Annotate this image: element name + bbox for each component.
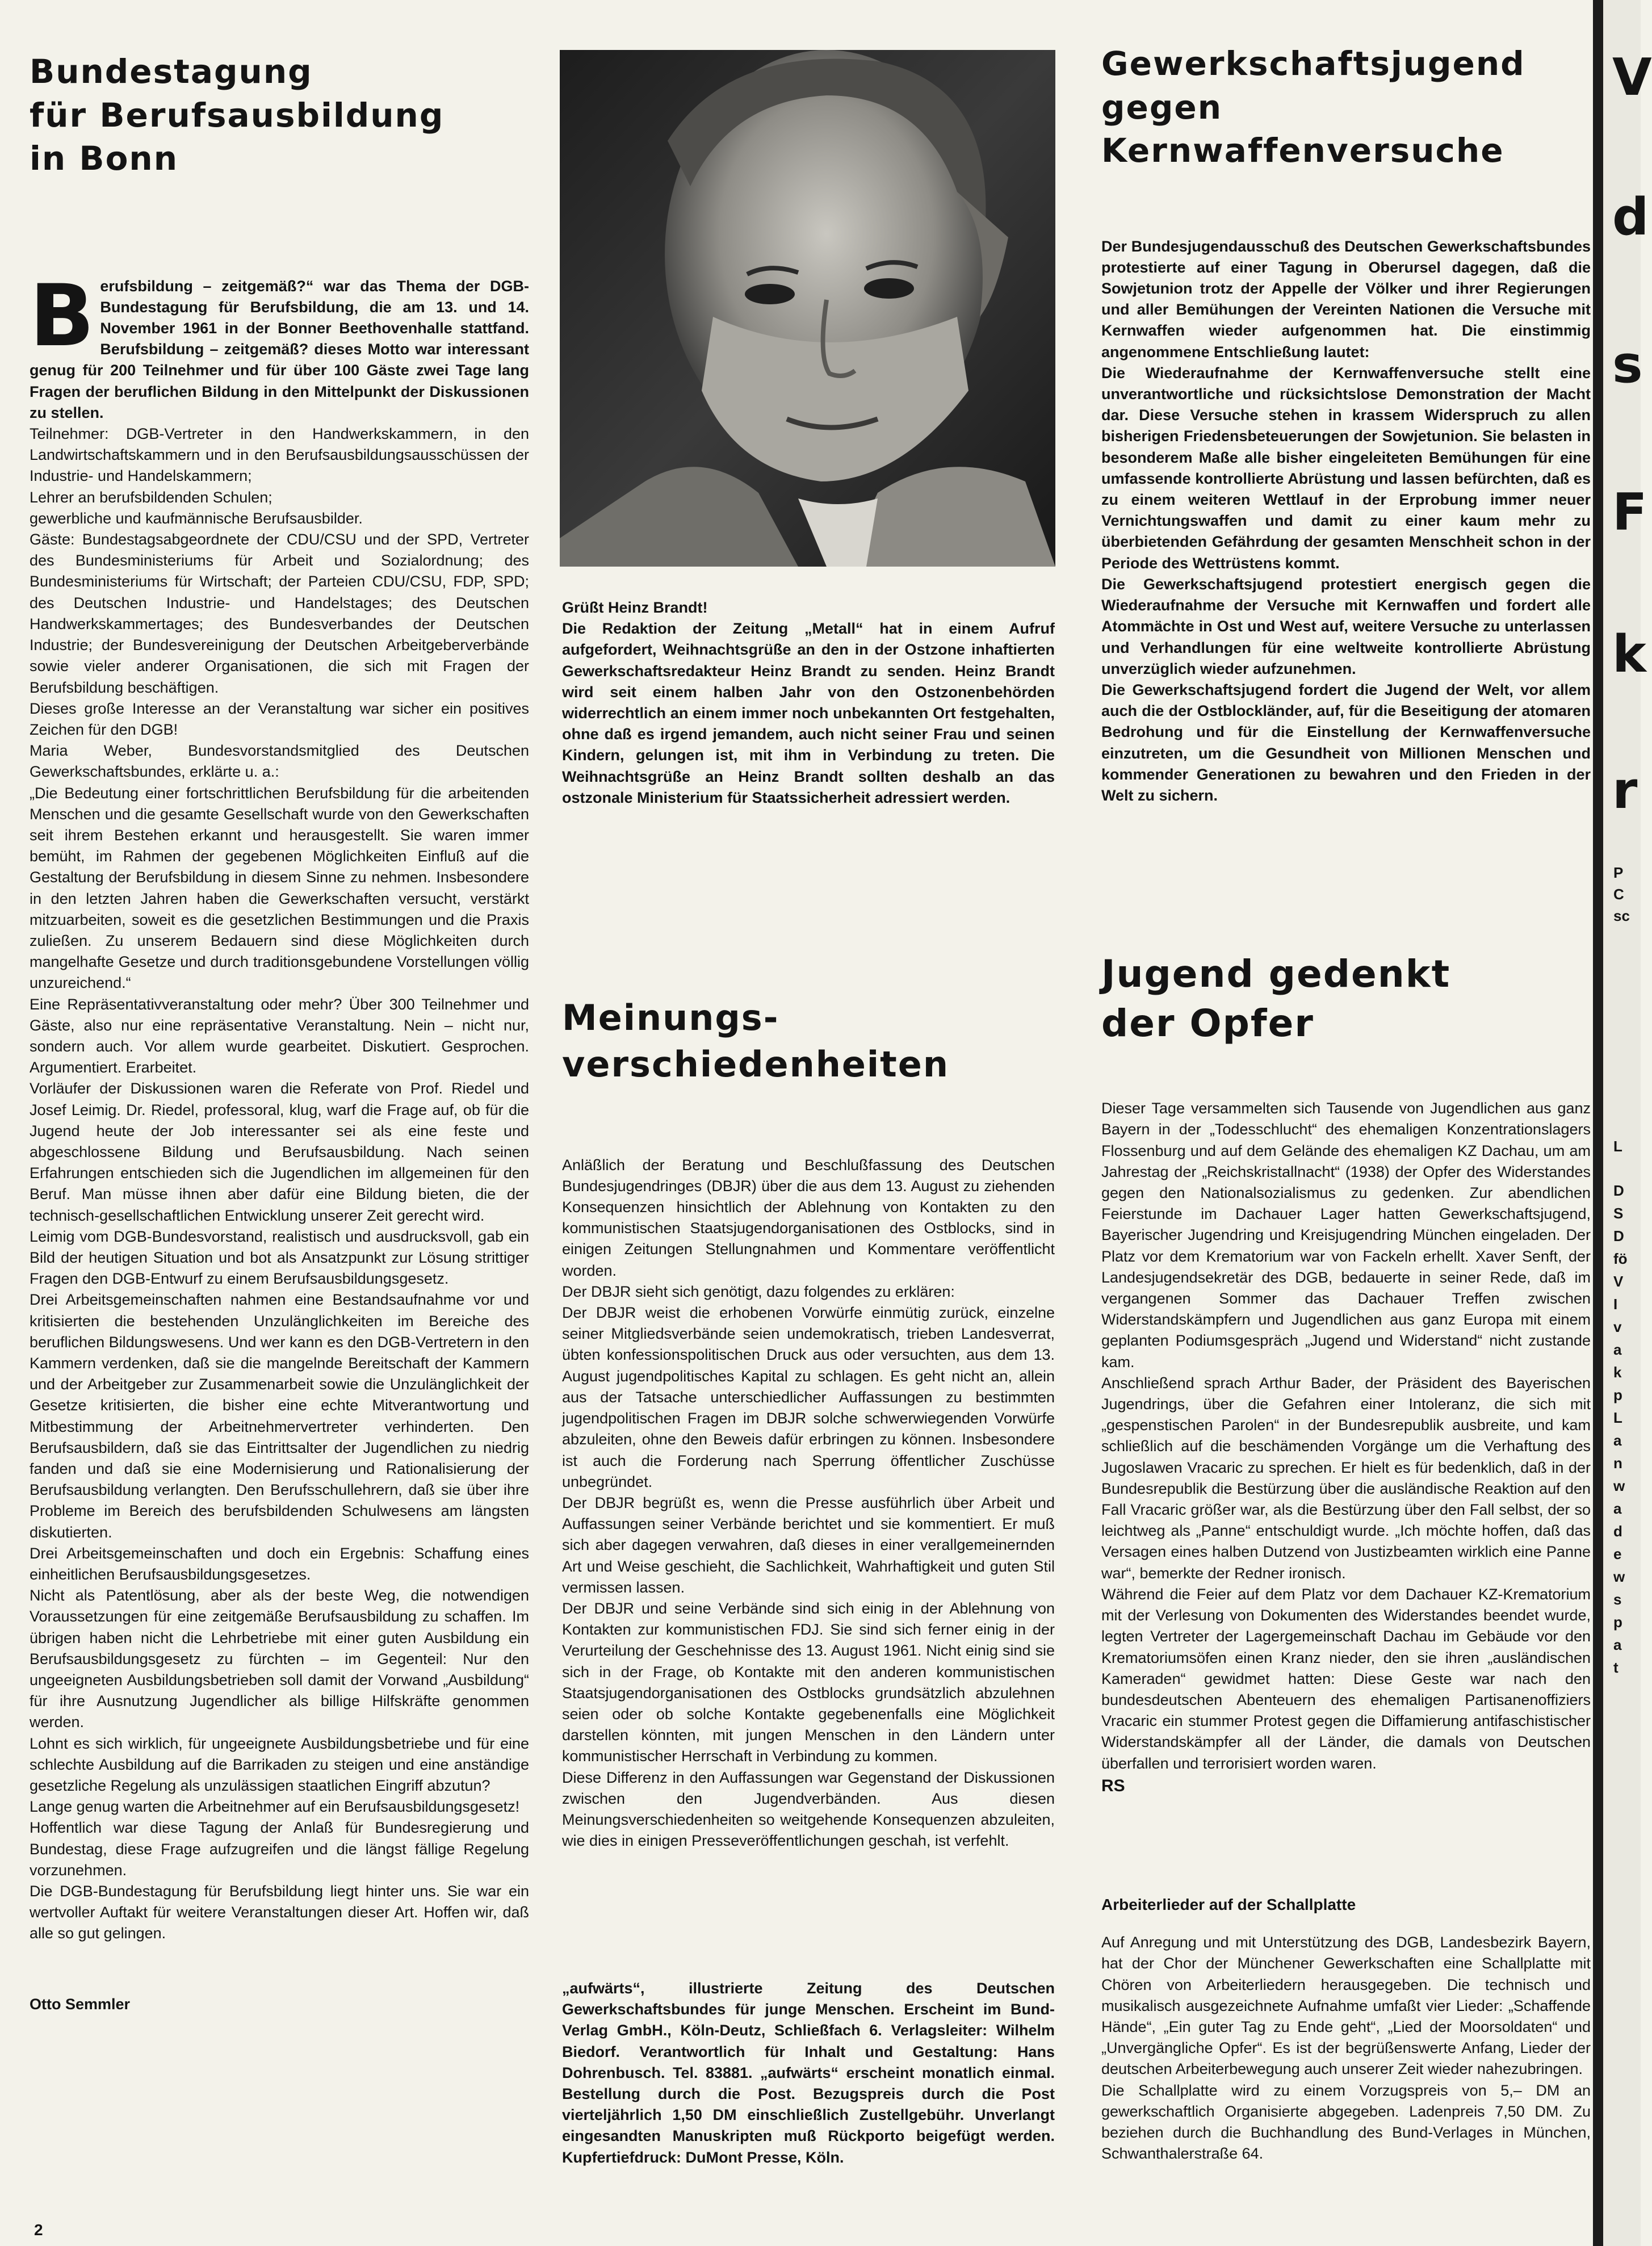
next-page-fragment: a — [1613, 1341, 1622, 1358]
article-body: Anläßlich der Beratung und Beschlußfassung des Deutschen Bundesjugendringes (DBJR) über die aus dem 13. August zu ziehenden Konsequenzen hinsichtlich der Ablehnung von Kontakten zu den kommunistischen Staatsjugendorganisationen des Ostblocks, sind in einigen Zeitungen Stellungnahmen und Kommentare veröffentlicht worden. Der DBJR sieht sich genötigt, dazu folgendes zu erklären: Der DBJR weist die erhobenen Vorwürfe einmütig zurück, einzelne seiner Mitgliedsverbände seien undemokratisch, trieben Landesverrat, übten konfessionspolitischen Druck aus oder versuchten, aus dem 13. August jugendpolitisches Kapital zu schlagen. Es geht nicht an, allein aus der Tatsache unterschiedlicher Auffassungen zu bestimmten jugendpolitischen Fragen im DBJR solche schwerwiegenden Vorwürfe abzuleiten, ohne den Beweis dafür erbringen zu können. Insbesondere ist auch die Forderung nach Sperrung öffentlicher Zuschüsse unbegründet. Der DBJR begrüßt es, wenn die Presse ausführlich über Arbeit und Auffassungen seiner Verbände berichtet und sie kommentiert. Er muß sich aber dagegen verwahren, daß dieses in einer verallgemeinernden Art und Weise geschieht, die Sachlichkeit, Wahrhaftigkeit und guten Stil vermissen lassen. Der DBJR und seine Verbände sind sich einig in der Ablehnung von Kontakten zur kommunistischen FDJ. Sie sind sich ferner einig in der Verurteilung der Geschehnisse des 13. August 1961. Nicht einig sind sie sich in der Frage, ob Kontakte mit den anderen kommunistischen Staatsjugendorganisationen des Ostblocks grundsätzlich abzulehnen seien oder ob solche Kontakte gegebenenfalls eine Möglichkeit darstellen könnten, mit jungen Menschen in den Ländern unter kommunistischer Herrschaft in Verbindung zu kommen. Diese Differenz in den Auffassungen war Gegenstand der Diskussionen zwischen den Jugendverbänden. Aus diesen Meinungsverschiedenheiten so weitgehende Konsequenzen abzuleiten, wie dies in einigen Presseveröffentlichungen geschah, ist verfehlt. — [562, 1156, 1055, 1850]
next-page-fragment: D — [1613, 1227, 1624, 1244]
next-page-fragment: S — [1613, 1205, 1624, 1222]
next-page-letter: r — [1612, 761, 1638, 820]
next-page-letter: k — [1612, 625, 1646, 684]
next-page-letter: V — [1612, 48, 1652, 107]
portrait-illustration — [560, 50, 1055, 567]
next-page-fragment: sc — [1613, 907, 1630, 924]
next-page-fragment: a — [1613, 1432, 1622, 1449]
next-page-fragment: k — [1613, 1364, 1622, 1381]
page-number: 2 — [34, 2221, 43, 2239]
article-headline: Jugend gedenkt der Opfer — [1101, 952, 1451, 1046]
article-body: Der Bundesjugendausschuß des Deutschen Gewerkschaftsbundes protestierte auf einer Tagung in Oberursel dagegen, daß die Sowjetunion trotz der Appelle der Völker und ihrer Regierungen und aller Bemühungen der Vereinten Nationen die Versuche mit Kernwaffen wieder aufgenommen hat. Die einstimmig angenommene Entschließung lautet: Die Wiederaufnahme der Kernwaffenversuche stellt eine unverantwortliche und rücksichtslose Demonstration der Macht dar. Diese Versuche stehen in krassem Widerspruch zu allen bisherigen Friedensbeteuerungen der Sowjetunion. Sie belasten in besonderem Maße alle bisher eingeleiteten Bemühungen für eine umfassende kontrollierte Abrüstung und lassen befürchten, daß es zu einem weiteren Wettlauf in der Erprobung immer neuer Vernichtungswaffen und damit zu einer kaum mehr zu überbietenden Gefährdung der gesamten Menschheit schon in der Periode des Wettrüstens kommt. Die Gewerkschaftsjugend protestiert energisch gegen die Wiederaufnahme der Versuche mit Kernwaffen und fordert alle Atommächte in Ost und West auf, weitere Versuche zu unterlassen und Verhandlungen für eine weltweite kontrollierte Abrüstung unverzüglich wieder aufzunehmen. Die Gewerkschaftsjugend fordert die Jugend der Welt, vor allem auch die der Ostblockländer, auf, für die Beseitigung der atomaren Bedrohung und für die Einstellung der Kernwaffenversuche einzutreten, um die Gesundheit von Millionen Menschen und kommender Generationen zu bewahren und den Frieden in der Welt zu sichern. — [1101, 237, 1591, 804]
imprint — [562, 1978, 1055, 2168]
article-headline: Bundestagung für Berufsausbildung in Bonn — [30, 52, 445, 178]
next-page-fragment: w — [1613, 1568, 1625, 1585]
article-jugend-gedenkt — [1101, 949, 1591, 1813]
article-headline: Arbeiterlieder auf der Schallplatte — [1101, 1896, 1356, 1913]
next-page-letter: s — [1612, 335, 1643, 395]
article-headline: Meinungs- verschiedenheiten — [562, 997, 949, 1085]
article-headline: Gewerkschaftsjugend gegen Kernwaffenversuche — [1101, 44, 1525, 170]
imprint-text: „aufwärts“, illustrierte Zeitung des Deutschen Gewerkschaftsbundes für junge Menschen. Erscheint im Bund-Verlag GmbH., Köln-Deutz, Schließfach 6. Verlagsleiter: Wilhelm Biedorf. Verantwortlich für Inhalt und Gestaltung: Hans Dohrenbusch. Tel. 83881. „aufwärts“ erscheint monatlich einmal. Bestellung durch die Post. Bezugspreis durch die Post vierteljährlich 1,50 DM einschließlich Zustellgebühr. Unverlangt eingesandten Manuskripten muß Rückporto beigefügt werden. Kupfertiefdruck: DuMont Presse, Köln. — [562, 1980, 1055, 2166]
next-page-fragment: a — [1613, 1500, 1622, 1517]
article-arbeiterlieder — [1101, 1894, 1591, 2164]
next-page-fragment: s — [1613, 1591, 1622, 1608]
next-page-letter: F — [1612, 483, 1647, 542]
page-gutter — [1593, 0, 1603, 2246]
next-page-edge — [1603, 0, 1652, 2246]
next-page-fragment: P — [1613, 864, 1624, 881]
portrait-photo — [560, 50, 1055, 567]
next-page-fragment: d — [1613, 1523, 1622, 1540]
next-page-fragment: C — [1613, 886, 1624, 903]
next-page-fragment: V — [1613, 1273, 1624, 1290]
next-page-fragment: L — [1613, 1138, 1622, 1155]
next-page-fragment: p — [1613, 1614, 1622, 1631]
next-page-fragment: e — [1613, 1545, 1622, 1562]
next-page-fragment: p — [1613, 1386, 1622, 1403]
caption-text: Die Redaktion der Zeitung „Metall“ hat in einem Aufruf aufgefordert, Weihnachtsgrüße an den in der Ostzone inhaftierten Gewerkschaftsredakteur Heinz Brandt zu senden. Heinz Brandt wird seit einem halben Jahr von den Ostzonenbehörden widerrechtlich an einem immer noch unbekannten Ort festgehalten, ohne daß es irgend jemandem, auch nicht seiner Frau und seinen Kindern, gelungen ist, mit ihm in Verbindung zu treten. Die Weihnachtsgrüße an Heinz Brandt sollten deshalb an das ostzonale Ministerium für Staatssicherheit adressiert werden. — [562, 620, 1055, 806]
caption-title: Grüßt Heinz Brandt! — [562, 599, 708, 616]
article-berufsausbildung — [30, 50, 529, 2029]
article-body: Teilnehmer: DGB-Vertreter in den Handwerkskammern, in den Landwirtschaftskammern und in den Berufsausbildungsausschüssen der Industrie- und Handelskammern; Lehrer an berufsbildenden Schulen; gewerbliche und kaufmännische Berufsausbilder. Gäste: Bundestagsabgeordnete der CDU/CSU und der SPD, Vertreter des Bundesministeriums für Arbeit und Sozialordnung; des Bundesministeriums für Wirtschaft; der Parteien CDU/CSU, FDP, SPD; des Deutschen Industrie- und Handelstages; des Deutschen Handwerkskammertages; des Bundesverbandes der Deutschen Industrie; der Bundesvereinigung der Deutschen Arbeitgeberverbände sowie vieler anderer Organisationen, die sich mit Fragen der Berufsbildung beschäftigen. Dieses große Interesse an der Veranstaltung war sicher ein positives Zeichen für den DGB! Maria Weber, Bundesvorstandsmitglied des Deutschen Gewerkschaftsbundes, erklärte u. a.: „Die Bedeutung einer fortschrittlichen Berufsbildung für die arbeitenden Menschen und die gesamte Gesellschaft wurde von den Gewerkschaften seit ihrem Bestehen erkannt und herausgestellt. Sie waren immer bemüht, im Rahmen der gegebenen Möglichkeiten Einfluß auf die Gestaltung der Berufsbildung in diesem Sinne zu nehmen. Insbesondere in den letzten Jahren haben die Gewerkschaften versucht, verstärkt mitzuarbeiten, soweit es die gesetzlichen Bestimmungen und die Praxis zuließen. Zu unserem Bedauern sind diese Möglichkeiten durch mangelhafte Gesetze und durch traditionsgebundene Vorstellungen völlig unzureichend.“ Eine Repräsentativveranstaltung oder mehr? Über 300 Teilnehmer und Gäste, also nur eine repräsentative Veranstaltung. Nein – nicht nur, sondern auch. Vor allem wurde gearbeitet. Diskutiert. Gesprochen. Argumentiert. Erarbeitet. Vorläufer der Diskussionen waren die Referate von Prof. Riedel und Josef Leimig. Dr. Riedel, professoral, klug, warf die Frage auf, ob für die Jugend heute der Job interessanter sei als eine feste und abgeschlossene Bildung und Berufsausbildung. Nach seinen Erfahrungen entschieden sich die Jugendlichen im allgemeinen für den Beruf. Man müsse ihnen aber dafür eine Bildung bieten, die der technisch-gesellschaftlichen Entwicklung unserer Zeit gerecht wird. Leimig vom DGB-Bundesvorstand, realistisch und ausdrucksvoll, gab ein Bild der heutigen Situation und bot als Ansatzpunkt zur Lösung strittiger Fragen den DGB-Entwurf zu einem Berufsausbildungsgesetz. Drei Arbeitsgemeinschaften nahmen eine Bestandsaufnahme vor und kritisierten die bestehenden Unzulänglichkeiten im Bereiche des beruflichen Bildungswesens. Und wer kann es den DGB-Vertretern in den Kammern verdenken, daß sie die mangelnde Bereitschaft der Kammern und der Arbeitgeber zur Zusammenarbeit sowie die Unzulänglichkeit der Gesetze kritisierten, die bisher eine echte Mitverantwortung und Mitbestimmung der Arbeitnehmervertreter verhinderten. Den Berufsausbildern, daß sie das Eintrittsalter der Jugendlichen zu niedrig fanden und daß sie eine Modernisierung und Rationalisierung der Berufsausbildung verlangten. Den Berufsschullehrern, daß sie über ihre Probleme im Bereich des berufsbildenden Schulwesens am längsten diskutierten. Drei Arbeitsgemeinschaften und doch ein Ergebnis: Schaffung eines einheitlichen Berufsausbildungsgesetzes. Nicht als Patentlösung, aber als der beste Weg, die notwendigen Voraussetzungen für eine zeitgemäße Berufsausbildung zu schaffen. Im übrigen haben nicht die Lehrbetriebe mit einer guten Ausbildung ein Berufsausbildungsgesetz zu fürchten – im Gegenteil: Nur den ungeeigneten Ausbildungsbetrieben soll damit der Vorwand „Ausbildung“ für ihre Ausnutzung Jugendlicher als billige Hilfskräfte genommen werden. Lohnt es sich wirklich, für ungeeignete Ausbildungsbetriebe und für eine schlechte Ausbildung auf die Barrikaden zu steigen und eine anständige gesetzliche Regelung als unzulässigen staatlichen Eingriff abzutun? Lange genug warten die Arbeitnehmer auf ein Berufsausbildungsgesetz! Hoffentlich war diese Tagung der Anlaß für Bundesregierung und Bundestag, diese Frage aufzugreifen und die längst fällige Regelung vorzunehmen. Die DGB-Bundestagung für Berufsbildung liegt hinter uns. Sie war ein wertvoller Auftakt für weitere Veranstaltungen dieser Art. Hoffen wir, daß alle so gut gelingen. — [30, 425, 529, 1942]
next-page-fragment: fö — [1613, 1250, 1628, 1267]
photo-caption — [562, 597, 1055, 808]
article-meinungsverschiedenheiten — [562, 995, 1055, 1851]
article-kernwaffenversuche — [1101, 42, 1591, 806]
next-page-fragment: D — [1613, 1182, 1624, 1199]
next-page-fragment: n — [1613, 1455, 1622, 1472]
next-page-fragment: I — [1613, 1296, 1618, 1313]
next-page-fragment: t — [1613, 1659, 1619, 1676]
next-page-fragment: a — [1613, 1636, 1622, 1653]
next-page-fragment: L — [1613, 1409, 1622, 1426]
next-page-fragment: v — [1613, 1318, 1622, 1335]
article-signature: Otto Semmler — [30, 1995, 131, 2013]
next-page-fragment: w — [1613, 1477, 1625, 1494]
article-intro: Berufsbildung – zeitgemäß?“ war das Thema der DGB-Bundestagung für Berufsbildung, die am 13. und 14. November 1961 in der Bonner Beethovenhalle stattfand. Berufsbildung – zeitgemäß? dieses Motto war interessant genug für 200 Teilnehmer und für über 100 Gäste zwei Tage lang Fragen der beruflichen Bildung in den Mittelpunkt der Diskussionen zu stellen. — [30, 266, 529, 421]
next-page-letter: d — [1612, 187, 1649, 247]
article-body: Auf Anregung und mit Unterstützung des DGB, Landesbezirk Bayern, hat der Chor der Münchener Gewerkschaften eine Schallplatte mit Chören von Arbeiterliedern herausgegeben. Die technisch und musikalisch ausgezeichnete Aufnahme umfaßt vier Lieder: „Schaffende Hände“, „Ein guter Tag zu Ende geht“, „Lied der Moorsoldaten“ und „Unvergängliche Opfer“. Es ist der begrüßenswerte Anfang, Lieder der deutschen Arbeiterbewegung auch unserer Zeit wieder nahezubringen. Die Schallplatte wird zu einem Vorzugspreis von 5,– DM an gewerkschaftlich Organisierte abgegeben. Ladenpreis 7,50 DM. Zu beziehen durch die Buchhandlung des Bund-Verlages in München, Schwanthalerstraße 64. — [1101, 1934, 1591, 2163]
article-signature: RS — [1101, 1776, 1125, 1795]
article-body: Dieser Tage versammelten sich Tausende von Jugendlichen aus ganz Bayern in der „Todesschlucht“ des ehemaligen Konzentrationslagers Flossenburg und auf dem Gelände des ehemaligen KZ Dachau, um am Jahrestag der „Reichskristallnacht“ (1938) der Opfer des Widerstandes gegen den Nationalsozialismus zu gedenken. Zur abendlichen Feierstunde im Dachauer Lager hatten Gewerkschaftsjugend, Bayerischer Jugendring und Kreisjugendring München eingeladen. Der Platz vor dem Krematorium war von Fackeln erhellt. Xaver Senft, der Landesjugendsekretär des DGB, bedauerte in seiner Rede, daß im vergangenen Sommer das Dachauer Treffen zwischen Widerstandskämpfern und Jugendlichen aus ganz Europa mit einem geplanten Podiumsgespräch „Jugend und Widerstand“ nicht zustande kam. Anschließend sprach Arthur Bader, der Präsident des Bayerischen Jugendrings, über die Gefahren einer Intoleranz, die sich mit „gespenstischen Parolen“ in der Bundesrepublik ausbreite, und kam schließlich auf die beschämenden Vorgänge um die Verhaftung des Jugoslawen Vracaric zu sprechen. Er hielt es für bedenklich, daß in der Bundesrepublik die Bestürzung über die ausländische Reaktion auf den Fall Vracaric größer war, als die Bestürzung über den Fall selbst, der so leichtweg als „Panne“ entschuldigt wurde. „Ich möchte hoffen, daß das Versagen eines halben Dutzend von Justizbeamten wirklich eine Panne war“, bemerkte der Redner ironisch. Während die Feier auf dem Platz vor dem Dachauer KZ-Krematorium mit der Verlesung von Dokumenten des Widerstandes beendet wurde, legten Vertreter der Lagergemeinschaft Dachau im Gebäude vor den Krematoriumsöfen einen Kranz nieder, den sie ihren „ausländischen Kameraden“ gewidmet hatten: Diese Geste war nach den bundesdeutschen Abenteuern des ehemaligen Partisanenoffiziers Vracaric ein stummer Protest gegen die Diffamierung antifaschistischer Widerstandskämpfer all der Länder, die damals von Deutschen überfallen und terrorisiert worden waren. — [1101, 1100, 1591, 1772]
